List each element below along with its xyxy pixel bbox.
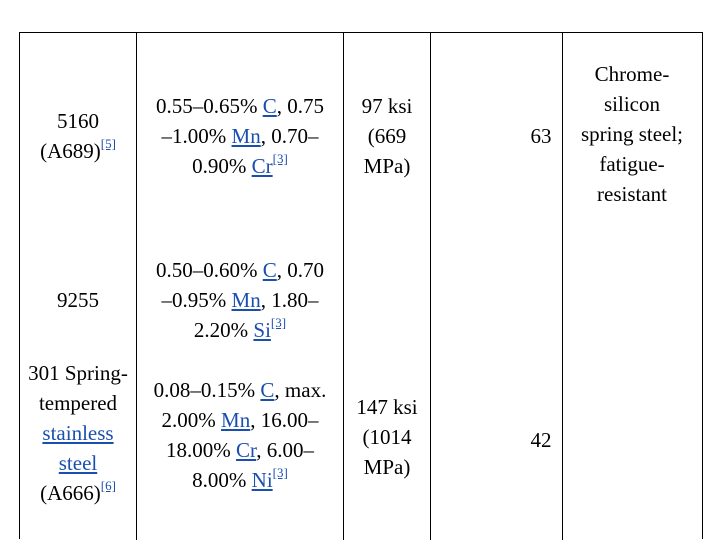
nickel-link[interactable]: Ni xyxy=(251,468,273,492)
chromium-link[interactable]: Cr xyxy=(251,154,273,178)
grade-line: (A689) xyxy=(40,139,101,163)
reference-link[interactable]: [3] xyxy=(272,151,288,166)
column-divider xyxy=(430,32,431,540)
text-fragment: 0.55–0.65% xyxy=(155,94,263,118)
strength-line: MPa) xyxy=(363,154,411,178)
reference-link[interactable]: [3] xyxy=(270,315,287,330)
strength-line: MPa) xyxy=(363,455,411,479)
text-fragment: –0.95% xyxy=(161,288,232,312)
notes-line: fatigue- xyxy=(599,152,665,176)
notes-line: Chrome- xyxy=(594,62,670,86)
text-fragment: , 16.00– xyxy=(250,408,319,432)
text-fragment: , 0.70– xyxy=(260,124,319,148)
text-fragment: 0.50–0.60% xyxy=(155,258,263,282)
hardness-value: 42 xyxy=(530,428,552,452)
text-fragment: , max. xyxy=(274,378,327,402)
carbon-link[interactable]: C xyxy=(262,258,277,282)
strength-line: 97 ksi xyxy=(361,94,413,118)
text-fragment: 2.00% xyxy=(161,408,222,432)
carbon-link[interactable]: C xyxy=(262,94,277,118)
manganese-link[interactable]: Mn xyxy=(231,124,261,148)
hardness-cell xyxy=(523,121,559,151)
grade-line: (A666) xyxy=(40,481,101,505)
text-fragment: –1.00% xyxy=(161,124,232,148)
notes-cell xyxy=(563,59,701,209)
notes-line: resistant xyxy=(597,182,667,206)
strength-cell xyxy=(344,91,430,181)
strength-line: 147 ksi xyxy=(356,395,418,419)
strength-line: (669 xyxy=(367,124,407,148)
grade-line: 9255 xyxy=(57,288,99,312)
steel-link[interactable]: steel xyxy=(58,451,98,475)
text-fragment: 0.90% xyxy=(192,154,252,178)
grade-line: 301 Spring- xyxy=(28,361,128,385)
text-fragment: , 1.80– xyxy=(260,288,319,312)
grade-cell xyxy=(20,358,136,508)
reference-link[interactable]: [3] xyxy=(272,465,288,480)
text-fragment: 18.00% xyxy=(166,438,237,462)
manganese-link[interactable]: Mn xyxy=(221,408,251,432)
reference-link[interactable]: [5] xyxy=(100,136,116,151)
strength-cell xyxy=(344,392,430,482)
manganese-link[interactable]: Mn xyxy=(231,288,261,312)
composition-cell xyxy=(137,375,343,495)
text-fragment: , 0.75 xyxy=(276,94,324,118)
strength-line: (1014 xyxy=(362,425,412,449)
silicon-link[interactable]: Si xyxy=(253,318,271,342)
grade-line: tempered xyxy=(38,391,118,415)
text-fragment: , 6.00– xyxy=(256,438,314,462)
reference-link[interactable]: [6] xyxy=(100,478,116,493)
text-fragment: 2.20% xyxy=(193,318,254,342)
text-fragment: 8.00% xyxy=(192,468,252,492)
composition-cell xyxy=(137,91,343,181)
notes-line: spring steel; xyxy=(580,122,684,146)
composition-cell xyxy=(137,255,343,345)
carbon-link[interactable]: C xyxy=(260,378,275,402)
grade-cell xyxy=(20,285,136,315)
text-fragment: 0.08–0.15% xyxy=(153,378,261,402)
grade-line: 5160 xyxy=(57,109,99,133)
chromium-link[interactable]: Cr xyxy=(236,438,257,462)
notes-line: silicon xyxy=(604,92,660,116)
stainless-link[interactable]: stainless xyxy=(42,421,114,445)
text-fragment: , 0.70 xyxy=(276,258,324,282)
hardness-cell xyxy=(523,425,559,455)
hardness-value: 63 xyxy=(530,124,552,148)
grade-cell xyxy=(20,106,136,166)
